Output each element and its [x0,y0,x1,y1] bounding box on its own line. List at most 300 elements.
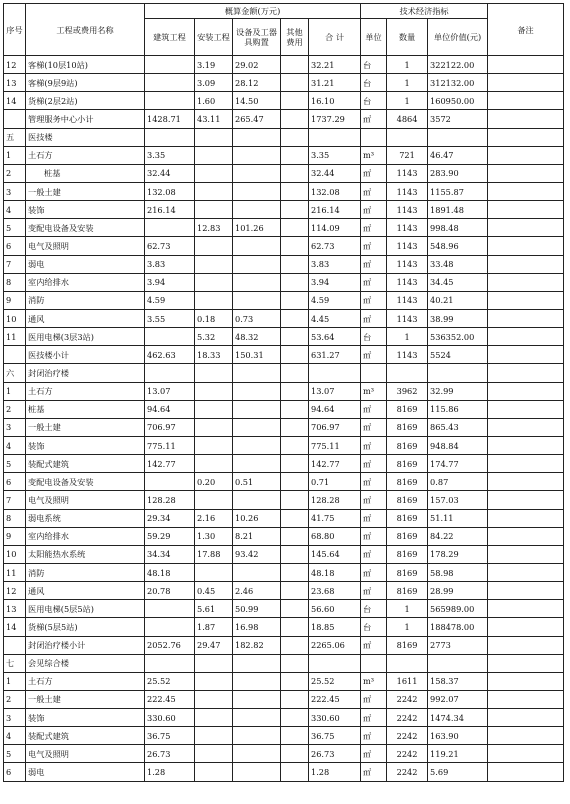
cell-unit: ㎡ [361,436,387,454]
cell-name: 电气及照明 [26,745,145,763]
cell-unit: ㎡ [361,455,387,473]
table-row [4,582,564,600]
cell-quantity [387,654,428,672]
cell-construction: 222.45 [145,690,195,708]
cell-construction: 132.08 [145,182,195,200]
cell-other [281,182,309,200]
cell-unit-price: 188478.00 [428,618,488,636]
cell-remark [488,709,564,727]
cell-construction [145,219,195,237]
cell-equipment: 150.31 [233,346,281,364]
table-row [4,146,564,164]
cell-quantity: 8169 [387,455,428,473]
table-row [4,164,564,182]
cell-total: 32.21 [309,56,361,74]
cell-seq: 6 [4,237,26,255]
cell-name: 医技楼小计 [26,346,145,364]
cell-other [281,455,309,473]
cell-quantity: 2242 [387,745,428,763]
cell-remark [488,491,564,509]
cell-seq: 4 [4,201,26,219]
header-unit: 单位 [361,19,387,56]
cell-remark [488,146,564,164]
cell-other [281,727,309,745]
cell-installation [195,182,233,200]
cell-seq: 6 [4,473,26,491]
header-quantity: 数量 [387,19,428,56]
header-total: 合 计 [309,19,361,56]
cell-quantity: 1 [387,600,428,618]
cell-other [281,219,309,237]
cell-other [281,74,309,92]
cell-installation: 3.09 [195,74,233,92]
cell-other [281,654,309,672]
cell-unit-price: 158.37 [428,672,488,690]
cell-equipment [233,273,281,291]
cell-unit [361,128,387,146]
cell-remark [488,237,564,255]
cell-remark [488,309,564,327]
cell-seq: 6 [4,763,26,781]
cell-quantity: 1143 [387,237,428,255]
cell-name: 封闭治疗楼 [26,364,145,382]
header-installation: 安装工程 [195,19,233,56]
cell-total: 3.35 [309,146,361,164]
cell-construction: 62.73 [145,237,195,255]
cell-unit: ㎡ [361,527,387,545]
cell-seq: 7 [4,255,26,273]
cell-total [309,364,361,382]
cell-installation [195,654,233,672]
cell-other [281,745,309,763]
cell-installation [195,727,233,745]
header-tech-group: 技术经济指标 [361,4,488,19]
cell-remark [488,328,564,346]
cell-name: 装配式建筑 [26,455,145,473]
table-row [4,255,564,273]
cell-equipment [233,146,281,164]
cell-installation: 17.88 [195,545,233,563]
cell-quantity [387,364,428,382]
table-row [4,745,564,763]
cell-total: 3.83 [309,255,361,273]
cell-equipment [233,563,281,581]
table-row [4,128,564,146]
cell-construction: 36.75 [145,727,195,745]
cell-other [281,763,309,781]
table-row [4,563,564,581]
cell-construction [145,128,195,146]
cell-unit: ㎡ [361,690,387,708]
cell-seq: 1 [4,146,26,164]
cell-remark [488,618,564,636]
cell-construction [145,328,195,346]
table-row [4,654,564,672]
cell-quantity: 2242 [387,709,428,727]
cell-unit: ㎡ [361,745,387,763]
cell-equipment: 101.26 [233,219,281,237]
cell-remark [488,563,564,581]
cell-remark [488,436,564,454]
cell-installation: 0.20 [195,473,233,491]
header-budget-group: 概算金额(万元) [145,4,361,19]
cell-other [281,418,309,436]
cell-remark [488,92,564,110]
cell-total [309,128,361,146]
cell-unit: 台 [361,618,387,636]
cell-installation [195,146,233,164]
cell-other [281,400,309,418]
table-row [4,201,564,219]
cell-unit [361,654,387,672]
cell-seq: 五 [4,128,26,146]
cell-other [281,600,309,618]
cell-total [309,654,361,672]
cell-installation [195,273,233,291]
cell-other [281,110,309,128]
cell-unit-price: 51.11 [428,509,488,527]
cell-name: 医用电梯(3层3站) [26,328,145,346]
cell-total: 94.64 [309,400,361,418]
cell-unit: ㎡ [361,491,387,509]
cell-name: 客梯(10层10站) [26,56,145,74]
cell-seq: 9 [4,527,26,545]
cell-unit-price: 312132.00 [428,74,488,92]
cell-other [281,527,309,545]
cell-quantity: 8169 [387,527,428,545]
cell-construction: 2052.76 [145,636,195,654]
cell-quantity: 1143 [387,182,428,200]
cell-installation: 2.16 [195,509,233,527]
cell-equipment [233,382,281,400]
cell-quantity [387,128,428,146]
cell-unit: 台 [361,92,387,110]
cell-seq: 3 [4,418,26,436]
cell-unit: ㎡ [361,273,387,291]
cell-quantity: 8169 [387,436,428,454]
cell-construction [145,92,195,110]
cell-construction: 775.11 [145,436,195,454]
cell-name: 装饰 [26,201,145,219]
cell-total: 18.85 [309,618,361,636]
cell-installation [195,436,233,454]
cell-other [281,346,309,364]
header-other: 其他费用 [281,19,309,56]
cell-construction: 128.28 [145,491,195,509]
table-row [4,273,564,291]
cell-other [281,237,309,255]
cell-other [281,255,309,273]
table-row [4,763,564,781]
cell-seq: 5 [4,745,26,763]
cell-remark [488,201,564,219]
cell-installation [195,418,233,436]
header-remark: 备注 [488,4,564,56]
cell-unit: ㎡ [361,164,387,182]
cell-construction [145,600,195,618]
cell-unit-price: 322122.00 [428,56,488,74]
cell-total: 631.27 [309,346,361,364]
cell-other [281,436,309,454]
cell-installation: 0.18 [195,309,233,327]
cell-seq: 12 [4,582,26,600]
cell-unit: 台 [361,328,387,346]
cell-total: 26.73 [309,745,361,763]
table-row [4,74,564,92]
cell-total: 23.68 [309,582,361,600]
cell-seq: 13 [4,600,26,618]
cell-quantity: 1 [387,618,428,636]
table-row [4,56,564,74]
cell-other [281,509,309,527]
cell-other [281,291,309,309]
cell-quantity: 8169 [387,509,428,527]
cell-remark [488,418,564,436]
cell-remark [488,672,564,690]
cell-unit: ㎡ [361,763,387,781]
cell-remark [488,600,564,618]
header-unit-price: 单位价值(元) [428,19,488,56]
cell-construction: 32.44 [145,164,195,182]
table-row [4,473,564,491]
cell-remark [488,382,564,400]
cell-total: 145.64 [309,545,361,563]
cell-equipment [233,164,281,182]
cell-total: 32.44 [309,164,361,182]
cell-installation: 1.87 [195,618,233,636]
table-row [4,309,564,327]
cell-unit-price: 33.48 [428,255,488,273]
cell-remark [488,654,564,672]
table-row [4,182,564,200]
cell-total: 16.10 [309,92,361,110]
cell-other [281,273,309,291]
table-body [4,56,564,782]
cell-equipment [233,763,281,781]
cell-seq: 7 [4,491,26,509]
cell-equipment [233,128,281,146]
cell-other [281,128,309,146]
cell-equipment: 29.02 [233,56,281,74]
cell-remark [488,273,564,291]
cell-seq: 1 [4,382,26,400]
cell-quantity: 8169 [387,582,428,600]
cell-remark [488,455,564,473]
cell-unit-price: 84.22 [428,527,488,545]
cell-name: 装饰 [26,709,145,727]
cell-construction: 3.94 [145,273,195,291]
cell-seq: 2 [4,164,26,182]
cell-other [281,146,309,164]
cell-construction: 26.73 [145,745,195,763]
cell-total: 222.45 [309,690,361,708]
cell-equipment: 2.46 [233,582,281,600]
table-row [4,92,564,110]
cell-unit-price: 536352.00 [428,328,488,346]
cell-total: 68.80 [309,527,361,545]
table-row [4,455,564,473]
cell-unit: 台 [361,600,387,618]
cell-unit: ㎡ [361,182,387,200]
cell-seq: 5 [4,219,26,237]
cell-unit: ㎡ [361,509,387,527]
cell-quantity: 2242 [387,763,428,781]
cell-name: 一般土建 [26,690,145,708]
cell-seq: 3 [4,182,26,200]
header-row-top [4,4,564,19]
cell-equipment [233,255,281,273]
cell-seq: 12 [4,56,26,74]
cell-equipment: 50.99 [233,600,281,618]
cell-unit-price: 46.47 [428,146,488,164]
cell-unit: ㎡ [361,291,387,309]
cell-quantity: 1143 [387,346,428,364]
cell-installation [195,455,233,473]
table-row [4,237,564,255]
cell-equipment: 8.21 [233,527,281,545]
cell-name: 弱电 [26,763,145,781]
header-construction: 建筑工程 [145,19,195,56]
cell-total: 1.28 [309,763,361,781]
cell-unit: ㎡ [361,201,387,219]
cell-total: 1737.29 [309,110,361,128]
cell-quantity: 1 [387,328,428,346]
cell-name: 封闭治疗楼小计 [26,636,145,654]
cell-unit-price: 948.84 [428,436,488,454]
cell-equipment [233,182,281,200]
cell-name: 管理服务中心小计 [26,110,145,128]
cell-remark [488,636,564,654]
cell-name: 通风 [26,309,145,327]
cell-installation [195,563,233,581]
cell-construction: 1428.71 [145,110,195,128]
cell-unit: ㎡ [361,473,387,491]
cell-total: 114.09 [309,219,361,237]
cell-name: 桩基 [26,400,145,418]
cell-quantity: 1143 [387,255,428,273]
cell-seq: 4 [4,436,26,454]
cell-unit-price: 1155.87 [428,182,488,200]
cell-quantity: 8169 [387,636,428,654]
cell-seq: 13 [4,74,26,92]
cell-equipment [233,364,281,382]
header-equipment: 设备及工器具购置 [233,19,281,56]
cell-name: 货梯(2层2站) [26,92,145,110]
cell-installation: 18.33 [195,346,233,364]
cell-equipment: 14.50 [233,92,281,110]
cell-equipment: 0.73 [233,309,281,327]
cell-name: 弱电系统 [26,509,145,527]
header-seq: 序号 [4,4,26,56]
cell-name: 土石方 [26,672,145,690]
table-row [4,382,564,400]
cell-installation: 1.30 [195,527,233,545]
cell-equipment: 48.32 [233,328,281,346]
cell-construction: 48.18 [145,563,195,581]
cell-unit-price [428,364,488,382]
cell-seq: 3 [4,709,26,727]
cell-remark [488,400,564,418]
cell-other [281,309,309,327]
cell-unit-price: 178.29 [428,545,488,563]
cell-other [281,491,309,509]
cell-installation: 1.60 [195,92,233,110]
table-row [4,527,564,545]
cell-seq: 11 [4,563,26,581]
cell-unit-price: 992.07 [428,690,488,708]
cell-installation: 29.47 [195,636,233,654]
cell-other [281,473,309,491]
cell-other [281,92,309,110]
cell-other [281,201,309,219]
cell-unit: ㎡ [361,563,387,581]
cell-remark [488,473,564,491]
cell-quantity: 8169 [387,418,428,436]
cell-name: 会见综合楼 [26,654,145,672]
cell-construction [145,654,195,672]
cell-unit-price: 28.99 [428,582,488,600]
cell-name: 土石方 [26,382,145,400]
cell-construction: 3.83 [145,255,195,273]
cell-name: 装配式建筑 [26,727,145,745]
cell-total: 4.59 [309,291,361,309]
cell-quantity: 1 [387,56,428,74]
cell-name: 电气及照明 [26,237,145,255]
cell-remark [488,74,564,92]
table-row [4,690,564,708]
cell-other [281,618,309,636]
cell-construction: 34.34 [145,545,195,563]
cell-unit-price: 40.21 [428,291,488,309]
cell-installation [195,164,233,182]
cell-remark [488,110,564,128]
cell-total: 25.52 [309,672,361,690]
cell-equipment [233,455,281,473]
cell-unit: ㎡ [361,545,387,563]
cell-unit-price: 5.69 [428,763,488,781]
cell-construction: 3.55 [145,309,195,327]
table-row [4,364,564,382]
cell-quantity: 8169 [387,473,428,491]
cell-quantity: 8169 [387,491,428,509]
cell-unit: ㎡ [361,346,387,364]
cell-construction: 29.34 [145,509,195,527]
cell-remark [488,364,564,382]
cell-installation [195,690,233,708]
cell-total: 775.11 [309,436,361,454]
cell-unit-price: 38.99 [428,309,488,327]
cell-unit: ㎡ [361,727,387,745]
cell-equipment: 93.42 [233,545,281,563]
table-row [4,328,564,346]
budget-table [3,3,564,782]
cell-construction: 25.52 [145,672,195,690]
cell-seq [4,346,26,364]
cell-total: 2265.06 [309,636,361,654]
cell-installation [195,201,233,219]
cell-seq: 六 [4,364,26,382]
cell-name: 一般土建 [26,182,145,200]
cell-installation [195,364,233,382]
cell-unit: m³ [361,146,387,164]
cell-installation [195,400,233,418]
cell-total: 56.60 [309,600,361,618]
cell-construction [145,364,195,382]
cell-remark [488,182,564,200]
cell-remark [488,763,564,781]
cell-seq: 10 [4,309,26,327]
cell-name: 医技楼 [26,128,145,146]
